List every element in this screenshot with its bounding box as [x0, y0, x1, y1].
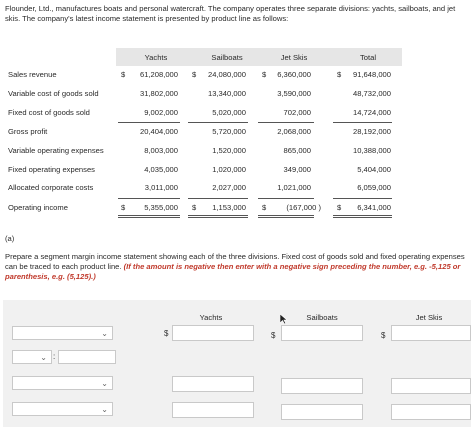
instructions-note: (If the amount is negative then enter with a negative sign preceding the number, e.g. -5,125 or parenthesis, e.g. (5,125).)	[5, 262, 461, 281]
table-cell: 3,011,000	[144, 183, 178, 192]
table-cell: 5,404,000	[357, 165, 391, 174]
table-cell: (167,000 )	[286, 203, 321, 212]
dollar-sign: $	[337, 70, 342, 79]
table-cell: 349,000	[283, 165, 311, 174]
table-cell: 1,520,000	[212, 146, 246, 155]
row-label: Fixed cost of goods sold	[8, 108, 90, 117]
table-cell: 6,341,000	[357, 203, 391, 212]
row-separator: :	[53, 352, 56, 361]
double-underline	[118, 215, 180, 218]
table-cell: 3,590,000	[277, 89, 311, 98]
table-cell: 61,208,000	[139, 70, 178, 79]
table-cell: 13,340,000	[207, 89, 246, 98]
jetskis-amount-input[interactable]	[391, 325, 471, 341]
part-label: (a)	[5, 234, 15, 243]
sailboats-amount-input[interactable]	[281, 378, 363, 394]
sailboats-amount-input[interactable]	[281, 404, 363, 420]
row-label: Variable cost of goods sold	[8, 89, 99, 98]
table-header	[116, 48, 402, 66]
mouse-cursor-icon	[280, 314, 288, 324]
double-underline	[258, 215, 314, 218]
table-cell: 5,720,000	[212, 127, 246, 136]
row-label: Sales revenue	[8, 70, 57, 79]
row-label: Operating income	[8, 203, 68, 212]
table-cell: 20,404,000	[139, 127, 178, 136]
answer-dollar-sign: $	[381, 331, 386, 340]
line-item-select[interactable]	[12, 350, 52, 364]
table-cell: 10,388,000	[352, 146, 391, 155]
table-cell: 5,355,000	[144, 203, 178, 212]
col-header-total: Total	[359, 53, 377, 62]
table-underline	[118, 198, 180, 199]
table-cell: 5,020,000	[212, 108, 246, 117]
line-item-text-input[interactable]	[58, 350, 116, 364]
dollar-sign: $	[121, 70, 126, 79]
row-label: Variable operating expenses	[8, 146, 104, 155]
table-cell: 8,003,000	[144, 146, 178, 155]
chevron-down-icon: ⌄	[101, 405, 108, 414]
table-cell: 6,360,000	[277, 70, 311, 79]
yachts-amount-input[interactable]	[172, 325, 254, 341]
answer-col-yachts: Yachts	[199, 313, 223, 322]
table-cell: 4,035,000	[144, 165, 178, 174]
chevron-down-icon: ⌄	[101, 379, 108, 388]
table-cell: 48,732,000	[352, 89, 391, 98]
double-underline	[188, 215, 248, 218]
col-header-yachts: Yachts	[144, 53, 168, 62]
table-cell: 1,153,000	[212, 203, 246, 212]
chevron-down-icon: ⌄	[40, 353, 47, 362]
sailboats-amount-input[interactable]	[281, 325, 363, 341]
table-underline	[333, 122, 392, 123]
yachts-amount-input[interactable]	[172, 376, 254, 392]
table-cell: 31,802,000	[139, 89, 178, 98]
table-cell: 24,080,000	[207, 70, 246, 79]
table-cell: 865,000	[283, 146, 311, 155]
col-header-jet-skis: Jet Skis	[280, 53, 308, 62]
jetskis-amount-input[interactable]	[391, 378, 471, 394]
answer-col-jet-skis: Jet Skis	[415, 313, 443, 322]
table-cell: 9,002,000	[144, 108, 178, 117]
table-cell: 28,192,000	[352, 127, 391, 136]
dollar-sign: $	[262, 70, 267, 79]
table-cell: 14,724,000	[352, 108, 391, 117]
yachts-amount-input[interactable]	[172, 402, 254, 418]
table-underline	[118, 122, 180, 123]
table-underline	[333, 198, 392, 199]
row-label: Allocated corporate costs	[8, 183, 94, 192]
table-cell: 2,068,000	[277, 127, 311, 136]
dollar-sign: $	[337, 203, 342, 212]
table-cell: 1,020,000	[212, 165, 246, 174]
double-underline	[333, 215, 392, 218]
table-underline	[258, 122, 314, 123]
dollar-sign: $	[192, 70, 197, 79]
instructions-main: Prepare a segment margin income statement showing each of the three divisions. Fixed cost of goods sold and fixed operating expenses can be traced to each product line.	[5, 252, 465, 271]
chevron-down-icon: ⌄	[101, 329, 108, 338]
table-underline	[258, 198, 314, 199]
problem-intro: Flounder, Ltd., manufactures boats and personal watercraft. The company operates three separate divisions: yachts, sailboats, and jet skis. The company's latest income statement is presented by product line as follows:	[5, 4, 456, 23]
jetskis-amount-input[interactable]	[391, 404, 471, 420]
col-header-sailboats: Sailboats	[211, 53, 243, 62]
row-label: Fixed operating expenses	[8, 165, 95, 174]
table-cell: 2,027,000	[212, 183, 246, 192]
table-underline	[188, 122, 248, 123]
table-underline	[188, 198, 248, 199]
line-item-select[interactable]	[12, 376, 113, 390]
table-cell: 1,021,000	[277, 183, 311, 192]
table-cell: 91,648,000	[352, 70, 391, 79]
row-label: Gross profit	[8, 127, 48, 136]
table-cell: 702,000	[283, 108, 311, 117]
answer-col-sailboats: Sailboats	[306, 313, 338, 322]
dollar-sign: $	[121, 203, 126, 212]
answer-dollar-sign: $	[164, 329, 169, 338]
line-item-select[interactable]	[12, 402, 113, 416]
instructions	[5, 236, 471, 282]
dollar-sign: $	[192, 203, 197, 212]
dollar-sign: $	[262, 203, 267, 212]
answer-header	[3, 304, 471, 327]
answer-dollar-sign: $	[271, 331, 276, 340]
line-item-select[interactable]	[12, 326, 113, 340]
table-cell: 6,059,000	[357, 183, 391, 192]
